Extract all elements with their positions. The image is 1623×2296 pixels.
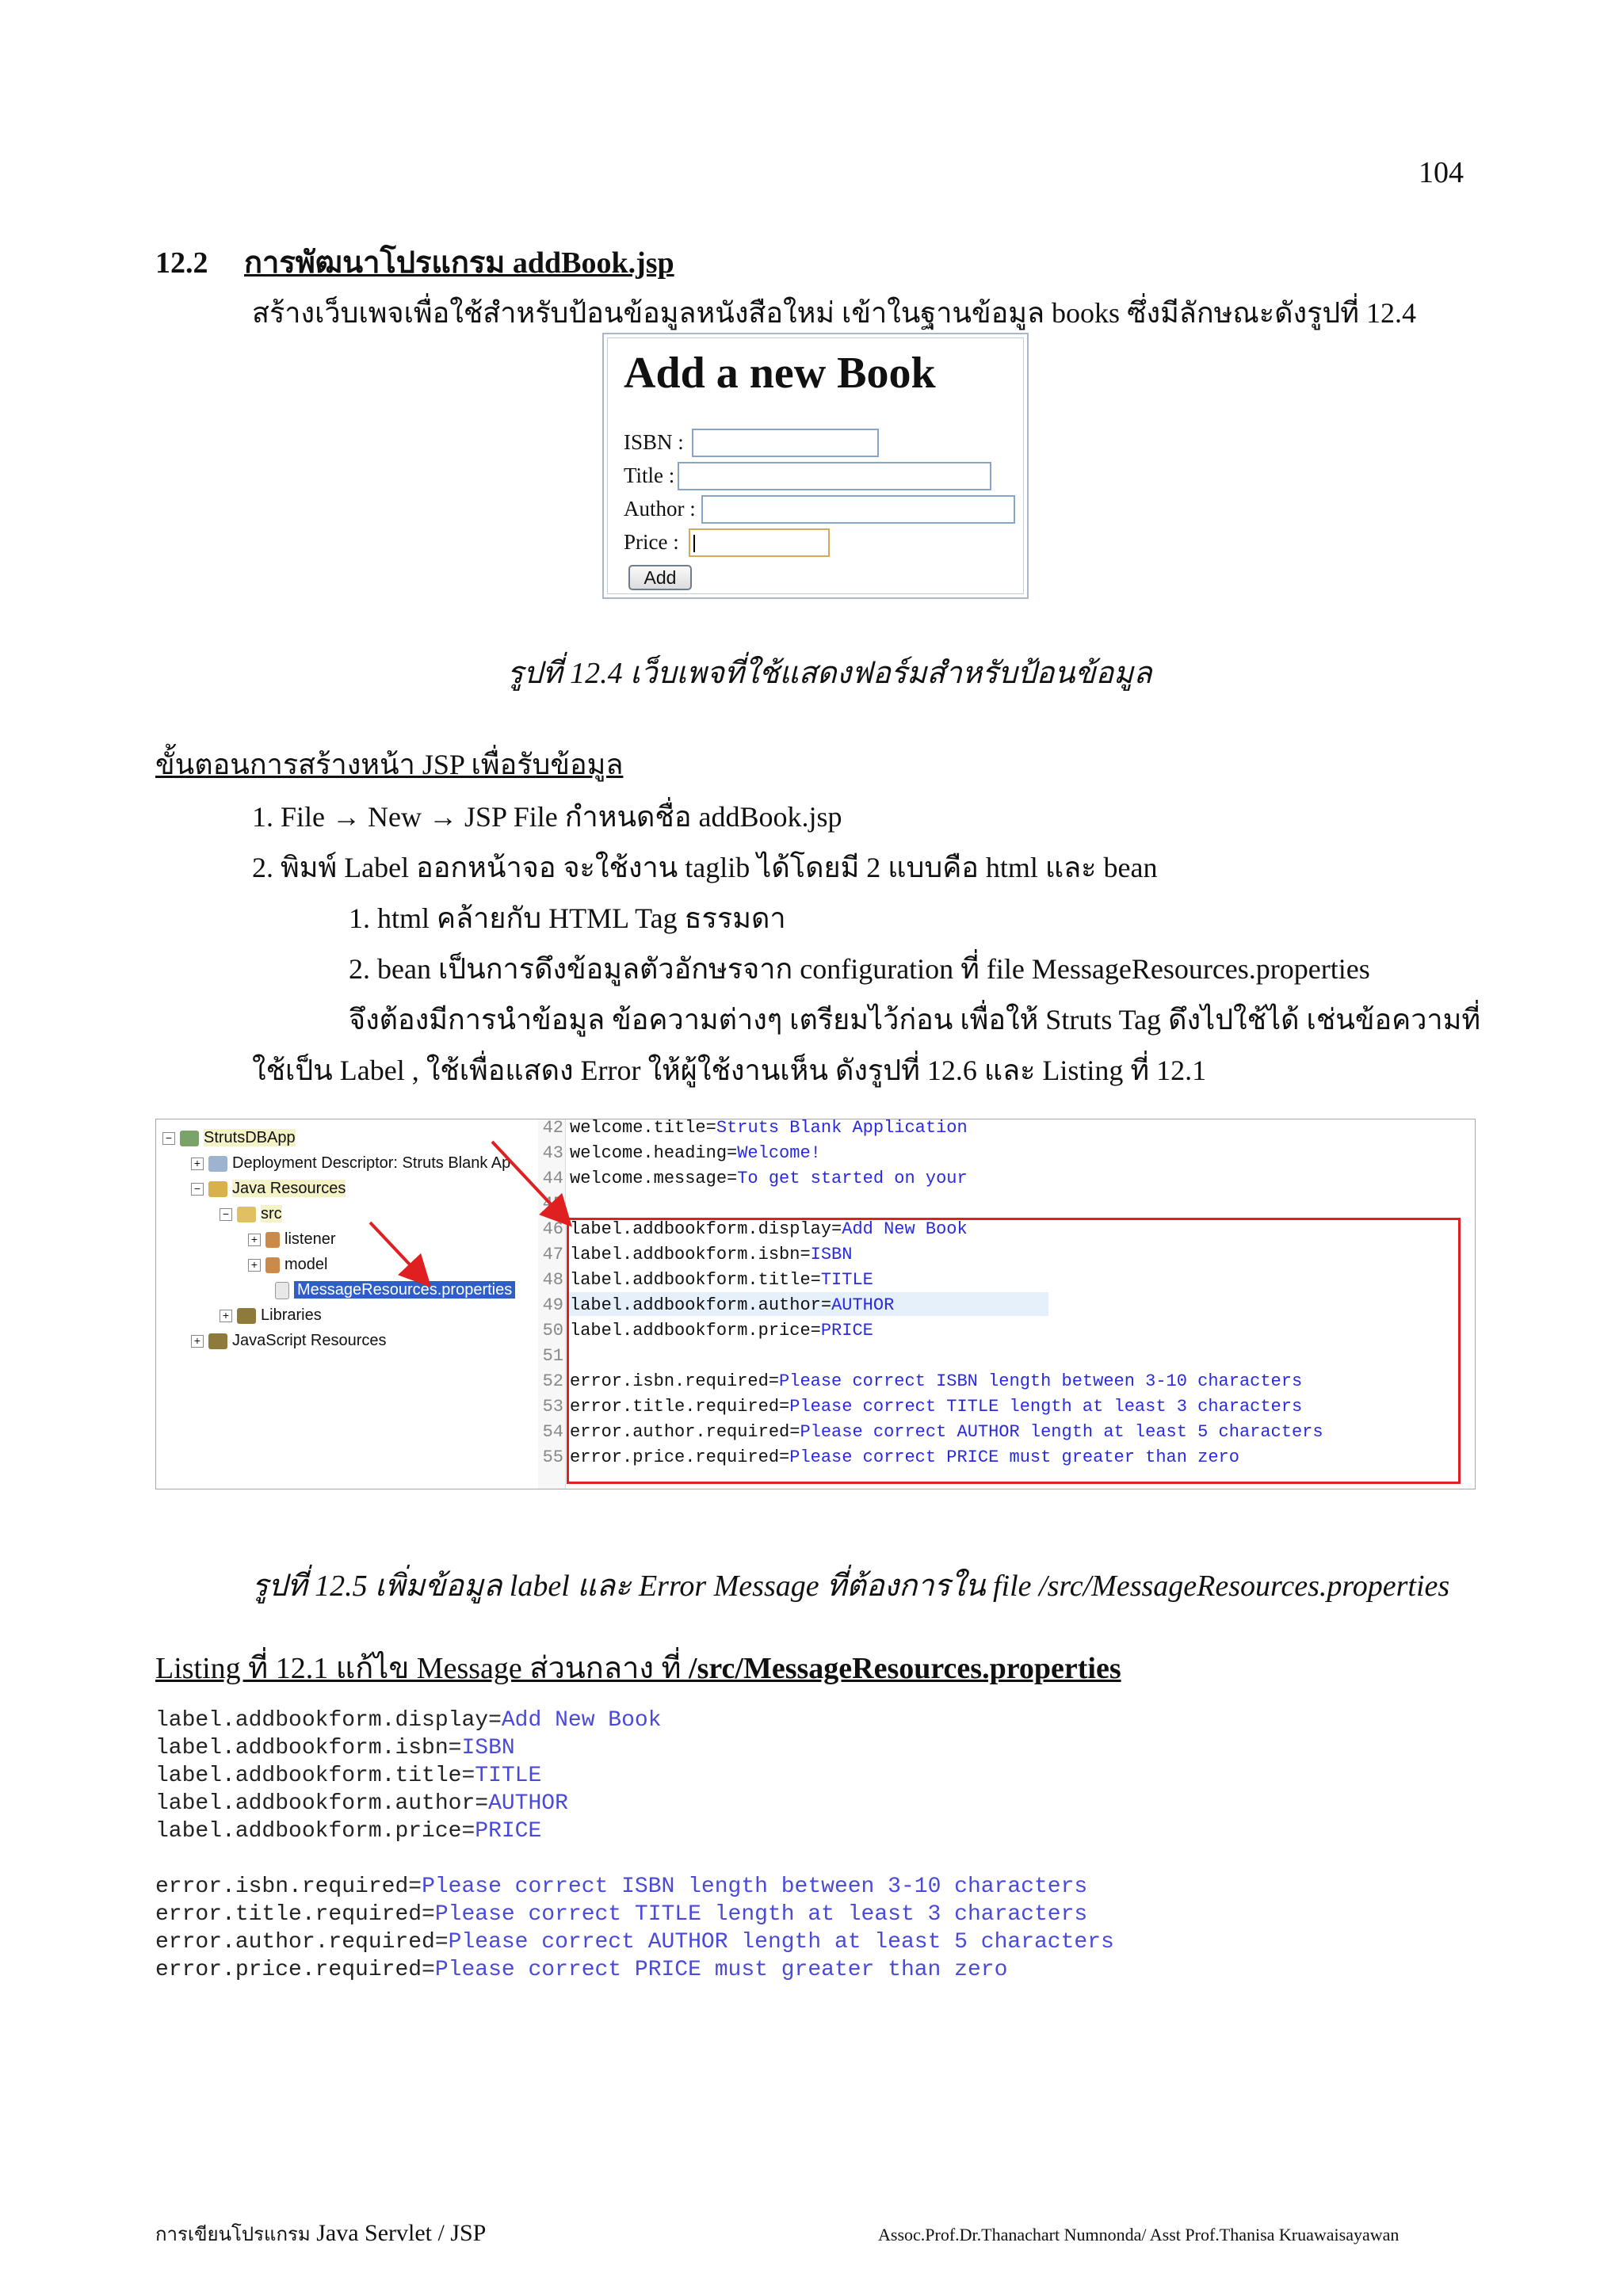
arrow-to-file (370, 1222, 422, 1278)
steps-heading: ขั้นตอนการสร้างหน้า JSP เพื่อรับข้อมูล (155, 749, 624, 780)
figure-caption-12-4: รูปที่ 12.4 เว็บเพจที่ใช้แสดงฟอร์มสำหรับป้อนข้อมูล (507, 657, 1152, 690)
tree-label: Deployment Descriptor: Struts Blank Ap (232, 1154, 511, 1172)
property-value: Add New Book (842, 1219, 968, 1239)
property-key: error.isbn.required= (570, 1371, 780, 1391)
line-number: 51 (542, 1346, 563, 1366)
property-value: PRICE (475, 1819, 542, 1844)
tree-label: JavaScript Resources (232, 1332, 387, 1349)
line-number: 45 (542, 1194, 563, 1214)
property-value: TITLE (820, 1270, 873, 1290)
listing-heading-path: /src/MessageResources.properties (689, 1652, 1121, 1685)
code-listing (155, 1707, 1114, 1984)
property-value: ISBN (810, 1245, 853, 1264)
line-number: 46 (542, 1219, 563, 1239)
listing-line (155, 1901, 1114, 1928)
expand-icon[interactable]: + (220, 1310, 232, 1322)
listing-line (155, 1734, 1114, 1762)
property-key: error.isbn.required= (155, 1875, 422, 1899)
substep-1: 1. html คล้ายกับ HTML Tag ธรรมดา (349, 902, 786, 934)
annotation-arrows (156, 1119, 1476, 1489)
footer-left-title: Java Servlet / JSP (316, 2220, 487, 2246)
isbn-input[interactable] (692, 429, 879, 457)
author-input[interactable] (701, 495, 1015, 524)
property-key: error.price.required= (570, 1447, 790, 1467)
property-value: AUTHOR (831, 1295, 895, 1315)
tree-label: model (285, 1256, 328, 1273)
property-value: Welcome! (737, 1143, 821, 1163)
property-value: Please correct PRICE must greater than zero (789, 1447, 1239, 1467)
property-key: label.addbookform.title= (570, 1270, 821, 1290)
line-number: 48 (542, 1270, 563, 1290)
tree-label-selected: MessageResources.properties (294, 1281, 515, 1299)
intro-paragraph: สร้างเว็บเพจเพื่อใช้สำหรับป้อนข้อมูลหนังสือใหม่ เข้าในฐานข้อมูล books ซึ่งมีลักษณะดังรูปที่ 12.4 (252, 297, 1417, 329)
property-key: label.addbookform.author= (155, 1791, 489, 1816)
section-number: 12.2 (155, 246, 208, 280)
footer-left (155, 2218, 486, 2249)
property-value: Please correct AUTHOR length at least 5 characters (448, 1930, 1114, 1955)
listing-line (155, 1928, 1114, 1956)
property-value: TITLE (475, 1764, 542, 1788)
line-number: 44 (542, 1169, 563, 1188)
property-key: label.addbookform.title= (155, 1764, 475, 1788)
property-key: label.addbookform.isbn= (155, 1736, 462, 1760)
line-number: 52 (542, 1371, 563, 1391)
property-key: label.addbookform.price= (570, 1321, 821, 1341)
listing-line (155, 1790, 1114, 1817)
line-number: 50 (542, 1321, 563, 1341)
property-key: welcome.title= (570, 1119, 716, 1138)
listing-line (155, 1817, 1114, 1845)
isbn-label: ISBN : (624, 430, 684, 454)
tree-label: Java Resources (232, 1180, 346, 1197)
property-key: label.addbookform.isbn= (570, 1245, 811, 1264)
add-button[interactable]: Add (628, 565, 692, 590)
property-value: To get started on your (737, 1169, 968, 1188)
footer-left-thai: การเขียนโปรแกรม (155, 2225, 311, 2245)
property-value: Please correct AUTHOR length at least 5 characters (800, 1422, 1323, 1442)
listing-heading-prefix: Listing ที่ 12.1 แก้ไข Message ส่วนกลาง ที่ (155, 1652, 689, 1685)
collapse-icon[interactable]: − (162, 1132, 175, 1145)
property-key: error.price.required= (155, 1958, 435, 1982)
ide-screenshot (155, 1119, 1476, 1489)
step-1: 1. File → New → JSP File กำหนดชื่อ addBook.jsp (252, 801, 842, 833)
property-value: Please correct PRICE must greater than zero (434, 1958, 1008, 1982)
step-2: 2. พิมพ์ Label ออกหน้าจอ จะใช้งาน taglib ได้โดยมี 2 แบบคือ html และ bean (252, 852, 1158, 883)
listing-line (155, 1956, 1114, 1984)
property-value: Please correct ISBN length between 3-10 characters (779, 1371, 1303, 1391)
section-heading (155, 238, 674, 286)
line-number: 49 (542, 1295, 563, 1315)
expand-icon[interactable]: + (191, 1335, 204, 1348)
line-number: 47 (542, 1245, 563, 1264)
expand-icon[interactable]: + (248, 1234, 261, 1246)
property-value: Struts Blank Application (716, 1119, 968, 1138)
line-number: 54 (542, 1422, 563, 1442)
property-value: Please correct TITLE length at least 3 characters (434, 1902, 1088, 1927)
property-value: Add New Book (501, 1708, 662, 1733)
line-number: 43 (542, 1143, 563, 1163)
substep-2: 2. bean เป็นการดึงข้อมูลตัวอักษรจาก configuration ที่ file MessageResources.properties (349, 953, 1370, 985)
property-value: Please correct ISBN length between 3-10 characters (422, 1875, 1088, 1899)
section-title: การพัฒนาโปรแกรม addBook.jsp (244, 246, 674, 280)
property-key: error.author.required= (155, 1930, 449, 1955)
tree-label: src (261, 1205, 282, 1222)
property-key: error.title.required= (155, 1902, 435, 1927)
collapse-icon[interactable]: − (220, 1208, 232, 1221)
property-value: ISBN (461, 1736, 515, 1760)
property-key: welcome.message= (570, 1169, 738, 1188)
expand-icon[interactable]: + (248, 1259, 261, 1272)
property-value: PRICE (820, 1321, 873, 1341)
listing-line (155, 1845, 1114, 1873)
add-book-form-figure (602, 333, 1029, 599)
tree-label: StrutsDBApp (204, 1129, 296, 1146)
price-label: Price : (624, 530, 679, 554)
collapse-icon[interactable]: − (191, 1183, 204, 1196)
listing-line (155, 1762, 1114, 1790)
listing-line (155, 1873, 1114, 1901)
line-number: 53 (542, 1397, 563, 1417)
property-key: label.addbookform.display= (570, 1219, 842, 1239)
property-key: error.title.required= (570, 1397, 790, 1417)
tree-label: listener (285, 1230, 336, 1248)
price-input[interactable] (689, 528, 830, 557)
listing-line (155, 1707, 1114, 1734)
arrow-to-code (492, 1142, 563, 1218)
expand-icon[interactable]: + (191, 1158, 204, 1170)
page-number: 104 (1419, 156, 1464, 189)
figure-caption-12-5: รูปที่ 12.5 เพิ่มข้อมูล label และ Error Message ที่ต้องการใน file /src/MessageResources.properties (252, 1569, 1450, 1603)
property-value: Please correct TITLE length at least 3 characters (789, 1397, 1303, 1417)
property-key: label.addbookform.price= (155, 1819, 475, 1844)
paragraph-line-1: จึงต้องมีการนำข้อมูล ข้อความต่างๆ เตรียมไว้ก่อน เพื่อให้ Struts Tag ดึงไปใช้ได้ เช่นข้อความที่ (349, 1004, 1481, 1035)
line-number: 55 (542, 1447, 563, 1467)
title-input[interactable] (678, 462, 991, 490)
line-number: 42 (542, 1119, 563, 1138)
property-key: label.addbookform.author= (570, 1295, 832, 1315)
footer-authors: Assoc.Prof.Dr.Thanachart Numnonda/ Asst Prof.Thanisa Kruawaisayawan (878, 2225, 1400, 2245)
property-key: welcome.heading= (570, 1143, 738, 1163)
title-label: Title : (624, 463, 675, 487)
property-value: AUTHOR (488, 1791, 568, 1816)
author-label: Author : (624, 497, 696, 521)
form-title: Add a new Book (624, 349, 936, 398)
tree-label: Libraries (261, 1306, 322, 1324)
listing-heading (155, 1643, 1121, 1691)
property-key: label.addbookform.display= (155, 1708, 502, 1733)
property-key: error.author.required= (570, 1422, 800, 1442)
form-frame (607, 338, 1024, 594)
paragraph-line-2: ใช้เป็น Label , ใช้เพื่อแสดง Error ให้ผู้ใช้งานเห็น ดังรูปที่ 12.6 และ Listing ที่ 12.1 (252, 1055, 1207, 1086)
